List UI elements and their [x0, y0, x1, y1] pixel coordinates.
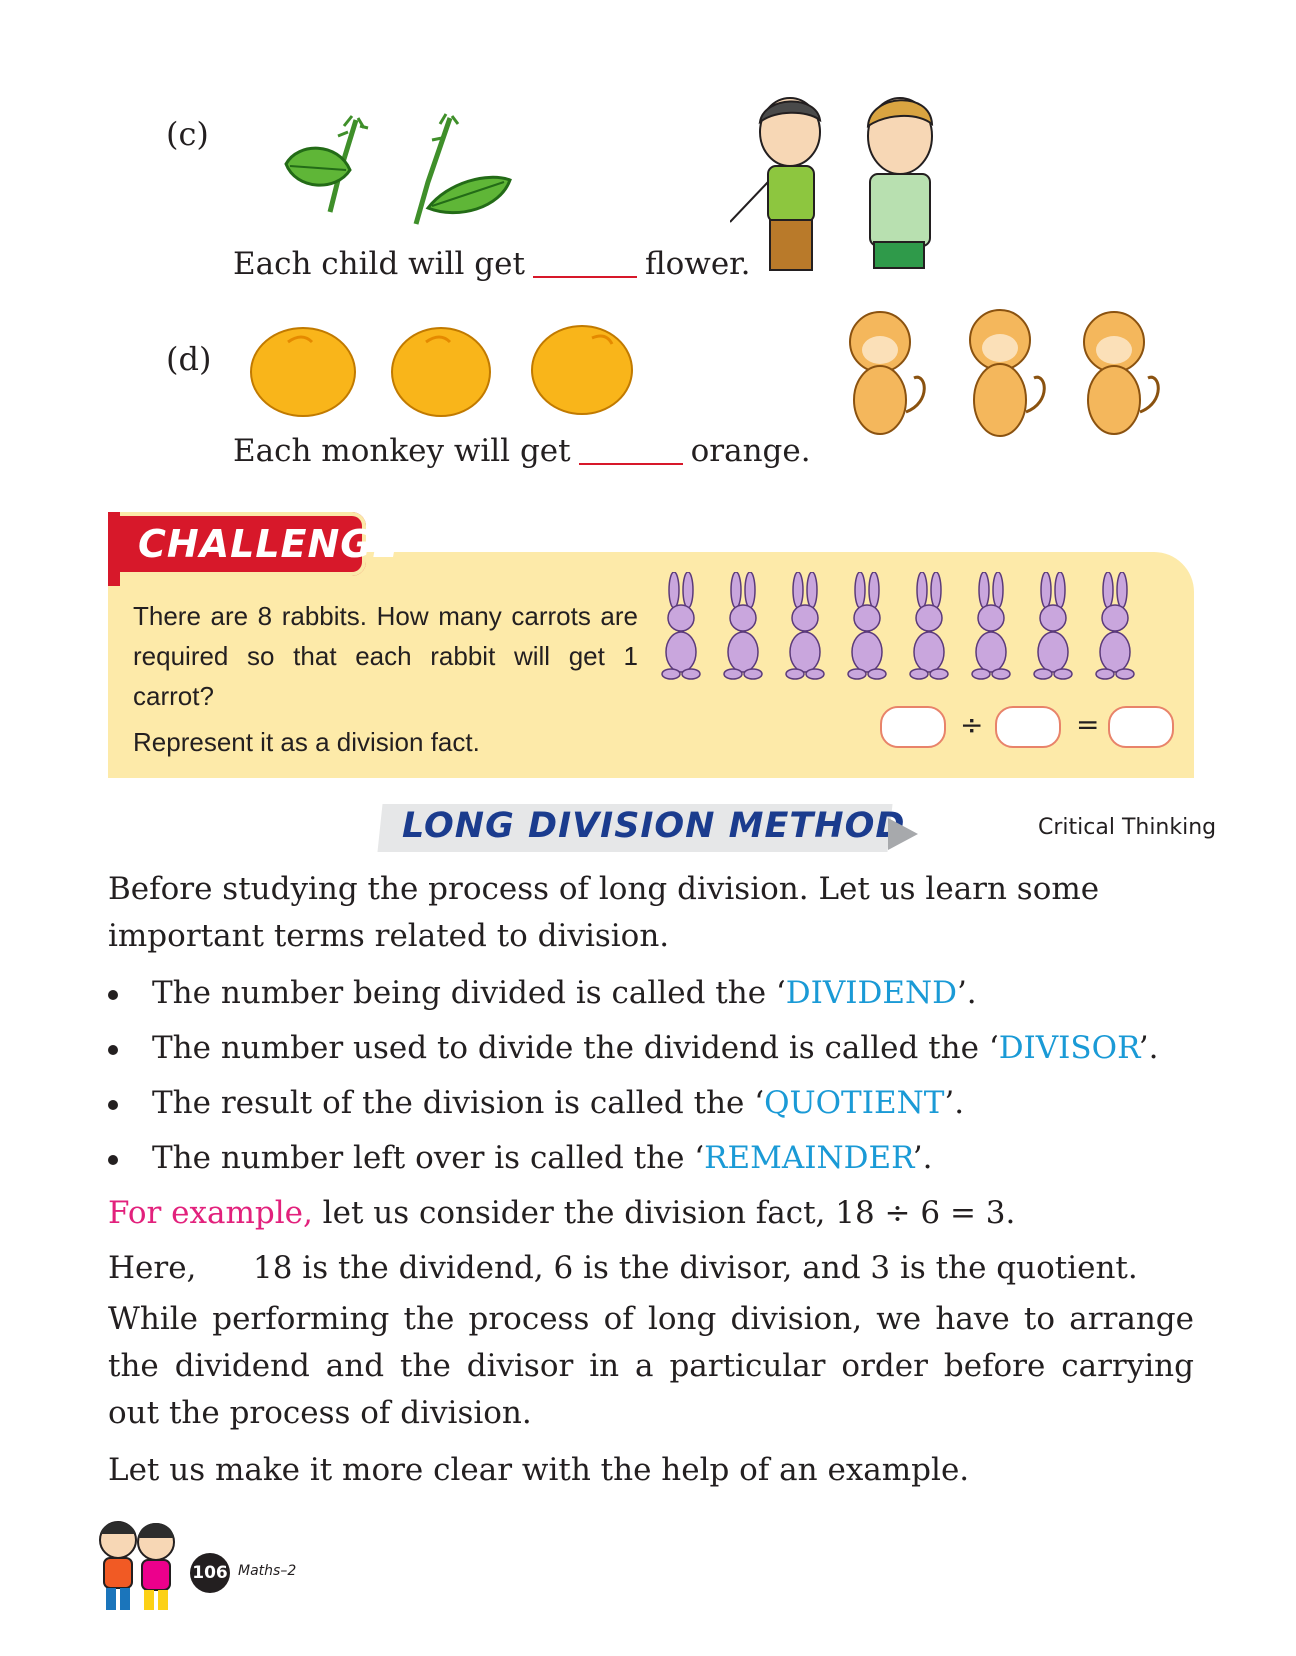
rabbit-icon	[724, 572, 762, 679]
rabbit-icon	[910, 572, 948, 679]
flower-stems-illustration	[278, 112, 528, 232]
rabbit-icon	[972, 572, 1010, 679]
critical-thinking-tag: Critical Thinking	[1038, 815, 1217, 840]
example-line	[108, 1195, 1015, 1231]
kid-1	[100, 1522, 136, 1610]
oranges-illustration	[248, 320, 638, 420]
quotient-answer-box[interactable]	[1108, 706, 1174, 748]
rabbits-svg	[652, 572, 1172, 692]
divide-symbol: ÷	[960, 708, 984, 741]
bullet-text: The result of the division is called the ‘	[152, 1085, 765, 1121]
monkey-1	[850, 312, 924, 434]
challenge-instruction: Represent it as a division fact.	[133, 727, 480, 757]
monkey-2	[970, 310, 1044, 436]
exercise-c-label: (c)	[166, 115, 209, 153]
exercise-c-text-after: flower.	[644, 246, 751, 282]
orange-3	[532, 326, 632, 414]
bullet-end: ’.	[912, 1140, 933, 1176]
bullet-item-quotient	[108, 1085, 964, 1121]
bullet-dot	[108, 1100, 118, 1110]
subject-label: Maths–2	[238, 1563, 297, 1579]
monkey-3	[1084, 312, 1158, 434]
bullet-dot	[108, 990, 118, 1000]
child-1	[730, 98, 820, 270]
three-monkeys-illustration	[822, 302, 1172, 442]
bullet-text: The number used to divide the dividend is called the ‘	[152, 1030, 999, 1066]
bullet-item-dividend	[108, 975, 977, 1011]
term-divisor: DIVISOR	[998, 1030, 1139, 1066]
kid-2	[138, 1523, 174, 1610]
two-children-illustration	[730, 92, 970, 282]
kids-mascot-illustration	[86, 1512, 186, 1616]
bullet-end: ’.	[1138, 1030, 1159, 1066]
child-2	[868, 98, 932, 268]
here-label: Here,	[108, 1250, 197, 1286]
term-remainder: REMAINDER	[704, 1140, 913, 1176]
challenge-title: CHALLENGE	[138, 522, 400, 566]
here-text: 18 is the dividend, 6 is the divisor, and 3 is the quotient.	[253, 1250, 1138, 1286]
orange-1	[251, 328, 355, 416]
exercise-c-sentence	[233, 246, 750, 282]
orange-2	[392, 328, 490, 416]
bullet-text: The number left over is called the ‘	[152, 1140, 705, 1176]
bullet-item-remainder	[108, 1140, 932, 1176]
rabbit-icon	[848, 572, 886, 679]
rabbit-icon	[662, 572, 700, 679]
divisor-answer-box[interactable]	[995, 706, 1061, 748]
example-text: let us consider the division fact, 18 ÷ 6 = 3.	[312, 1195, 1016, 1231]
closing-line: Let us make it more clear with the help of an example.	[108, 1452, 970, 1488]
bullet-dot	[108, 1155, 118, 1165]
exercise-d-sentence	[233, 433, 811, 469]
stem-with-leaf-2	[416, 114, 510, 224]
rabbit-icon	[1034, 572, 1072, 679]
exercise-c-text-before: Each child will get	[233, 246, 525, 282]
challenge-question: There are 8 rabbits. How many carrots are required so that each rabbit will get 1 carrot?	[133, 601, 638, 711]
rabbit-icon	[1096, 572, 1134, 679]
exercise-d-text-before: Each monkey will get	[233, 433, 571, 469]
bullet-end: ’.	[944, 1085, 965, 1121]
intro-paragraph: Before studying the process of long division. Let us learn some important terms related to division.	[108, 871, 1100, 954]
equals-symbol: =	[1076, 708, 1100, 741]
bullet-text: The number being divided is called the ‘	[152, 975, 786, 1011]
stem-with-leaf-1	[286, 116, 368, 212]
term-dividend: DIVIDEND	[785, 975, 957, 1011]
page-number-badge: 106	[190, 1553, 230, 1593]
exercise-d-answer-blank[interactable]	[579, 433, 683, 465]
rabbits-row	[652, 572, 1172, 692]
example-lead: For example,	[108, 1195, 313, 1231]
challenge-tab-edge	[108, 512, 120, 586]
heading-arrow-icon	[888, 818, 918, 850]
exercise-d-text-after: orange.	[690, 433, 811, 469]
bullet-dot	[108, 1045, 118, 1055]
dividend-answer-box[interactable]	[880, 706, 946, 748]
process-paragraph: While performing the process of long division, we have to arrange the dividend and the divisor in a particular order before carrying out the process of division.	[108, 1301, 1194, 1431]
term-quotient: QUOTIENT	[764, 1085, 945, 1121]
bullet-end: ’.	[956, 975, 977, 1011]
bullet-item-divisor	[108, 1030, 1158, 1066]
section-heading: LONG DIVISION METHOD	[402, 806, 906, 846]
rabbit-icon	[786, 572, 824, 679]
exercise-d-label: (d)	[166, 340, 212, 378]
exercise-c-answer-blank[interactable]	[533, 246, 637, 278]
